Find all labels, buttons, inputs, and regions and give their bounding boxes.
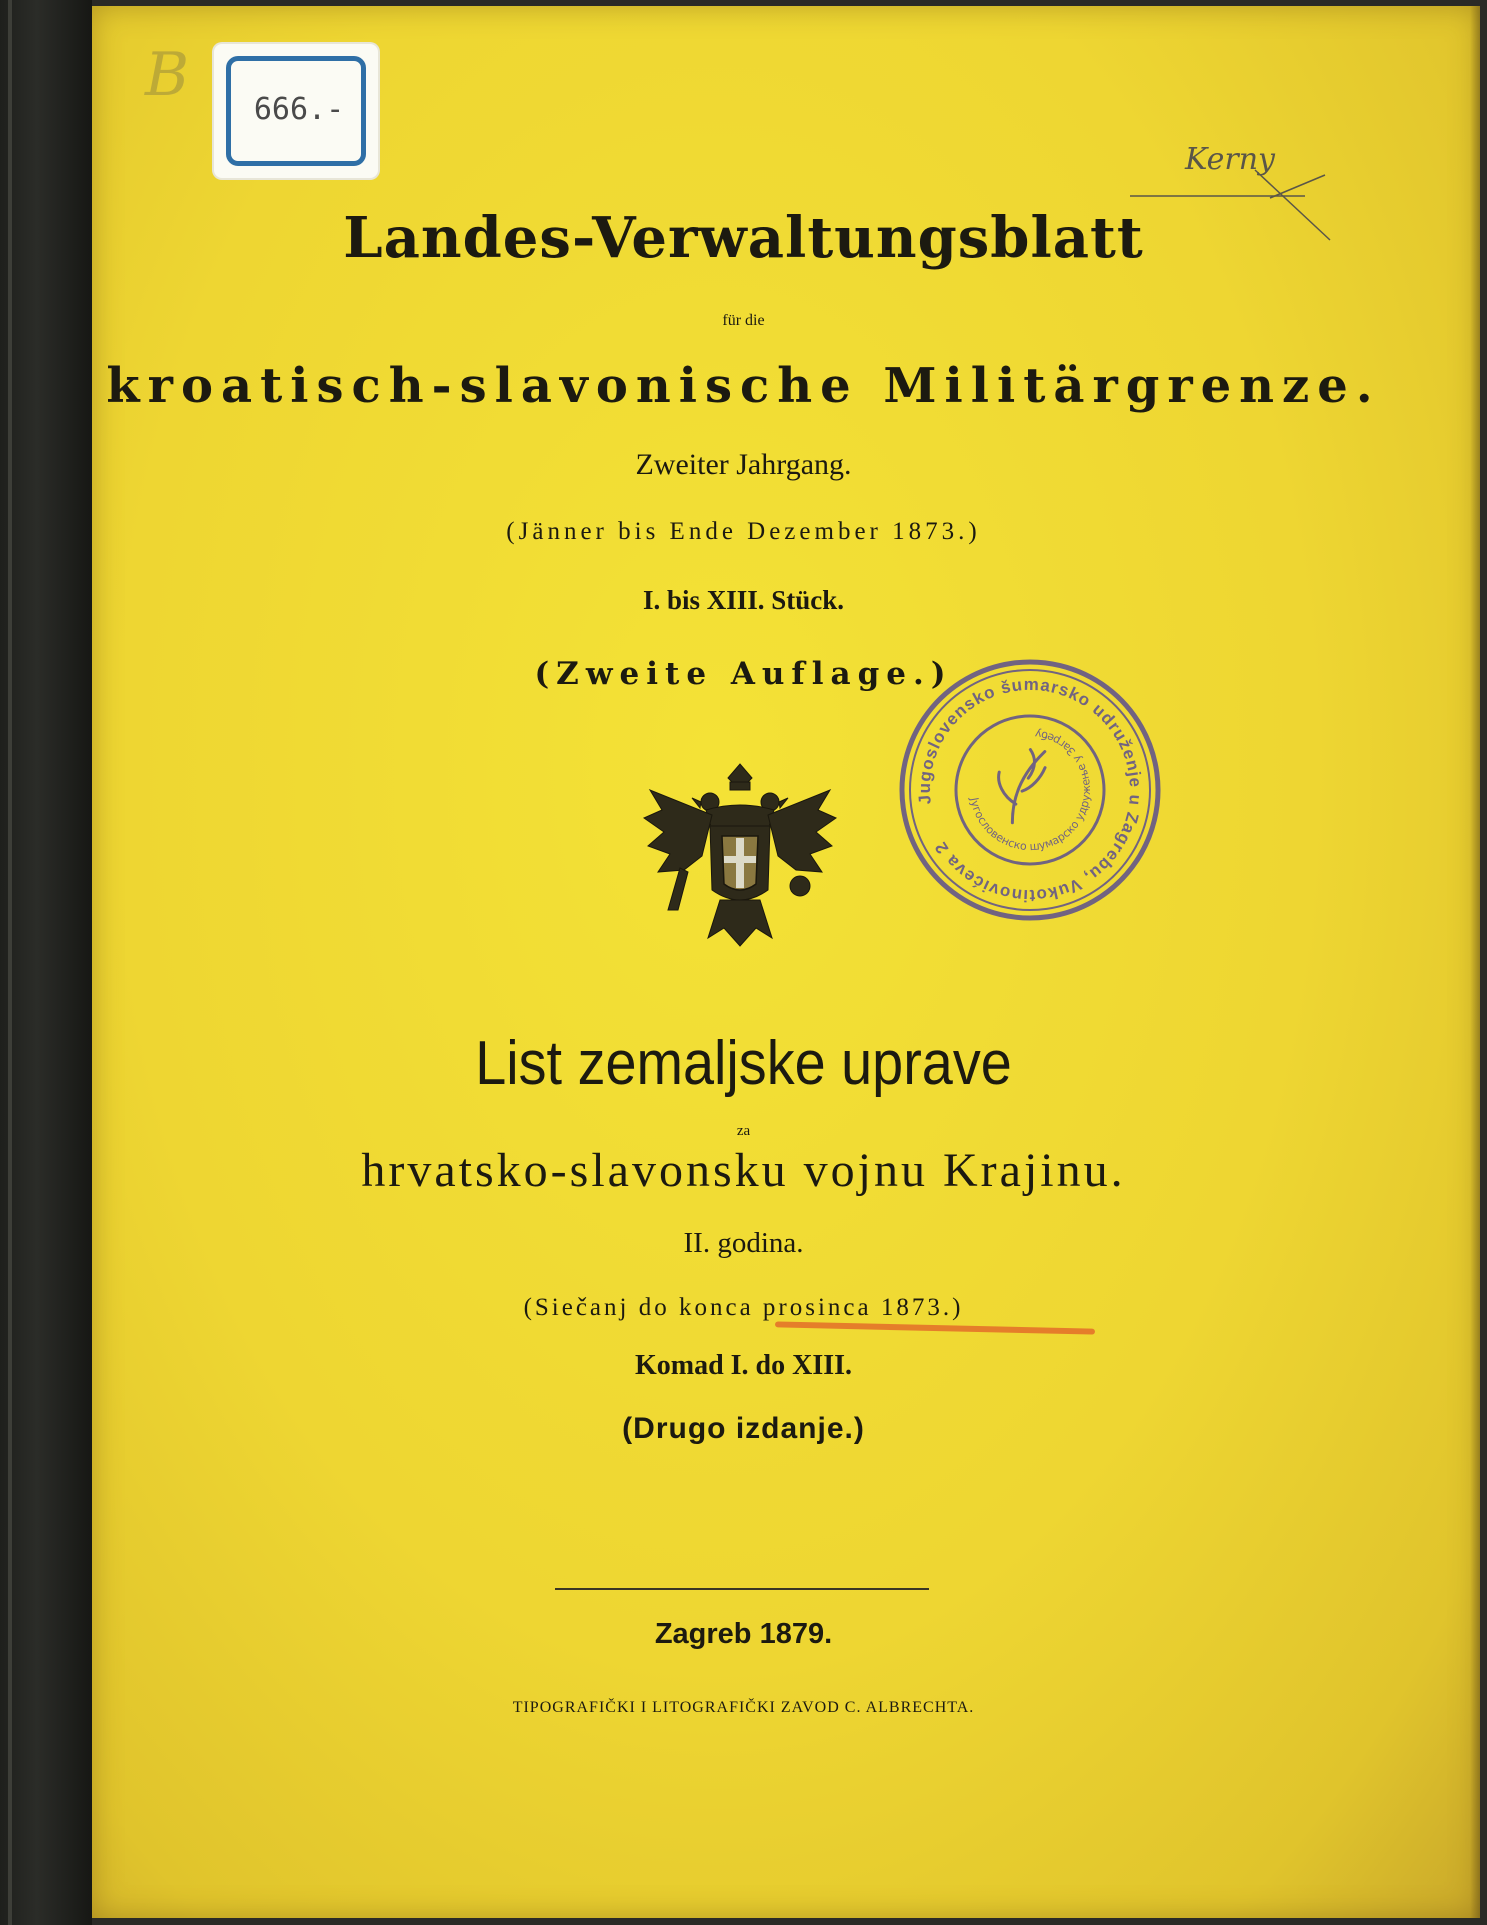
croatian-period: (Siečanj do konca prosinca 1873.) <box>523 1294 964 1321</box>
german-period: (Jänner bis Ende Dezember 1873.) <box>506 518 981 545</box>
price-label <box>214 44 378 178</box>
croatian-region: hrvatsko-slavonsku vojnu Krajinu. <box>361 1144 1126 1197</box>
german-title: Landes-Verwaltungsblatt <box>343 205 1144 271</box>
price-value: 666.- <box>253 92 345 127</box>
stamp-inner-text: Југословенско шумарско удружење у Загребу <box>967 727 1094 854</box>
pencil-annotation: B <box>145 40 190 110</box>
library-stamp <box>890 650 1170 930</box>
svg-text:Југословенско шумарско удружењ <box>959 720 1101 861</box>
croatian-year: II. godina. <box>683 1227 804 1259</box>
croatian-title: List zemaljske uprave <box>475 1029 1012 1098</box>
stamp-outer-text: Jugoslovensko šumarsko udruženje u Zagrebu, Vukotinovićeva 2 <box>914 674 1146 906</box>
german-year: Zweiter Jahrgang. <box>635 448 852 481</box>
german-fuer-die: für die <box>722 312 765 329</box>
imprint-place-year: Zagreb 1879. <box>654 1618 833 1650</box>
german-edition: (Zweite Auflage.) <box>534 656 953 692</box>
coat-of-arms-emblem <box>640 760 840 960</box>
handwritten-signature: Kerny <box>1185 142 1275 177</box>
imprint-printer: TIPOGRAFIČKI I LITOGRAFIČKI ZAVOD C. ALBRECHTA. <box>512 1699 975 1716</box>
imprint-divider <box>555 1588 929 1590</box>
croatian-edition: (Drugo izdanje.) <box>622 1412 865 1445</box>
german-region: kroatisch-slavonische Militärgrenze. <box>106 358 1381 414</box>
german-issues: I. bis XIII. Stück. <box>642 585 845 615</box>
croatian-za: za <box>736 1123 751 1139</box>
croatian-issues: Komad I. do XIII. <box>634 1350 853 1381</box>
